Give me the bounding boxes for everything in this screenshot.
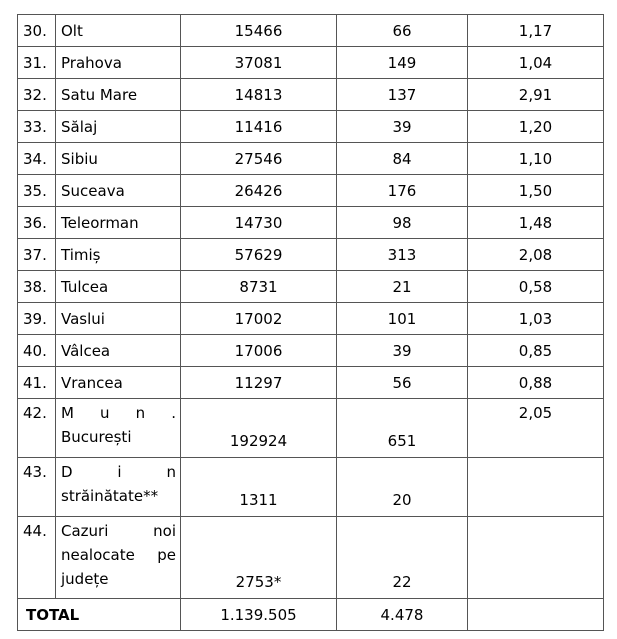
deaths-cell: 22 [337,517,468,599]
total-cases: 1.139.505 [181,599,337,631]
rate-cell: 1,03 [468,303,604,335]
county-statistics-table [17,14,604,631]
cases-cell: 192924 [181,399,337,458]
rate-cell: 1,50 [468,175,604,207]
county-name: Sibiu [56,143,181,175]
table-row [18,367,604,399]
rate-cell [468,458,604,517]
cases-cell: 17002 [181,303,337,335]
county-name [56,517,181,599]
cases-cell: 2753* [181,517,337,599]
cases-cell: 14813 [181,79,337,111]
rate-cell: 1,04 [468,47,604,79]
deaths-cell: 137 [337,79,468,111]
county-name: Satu Mare [56,79,181,111]
row-number: 31. [18,47,56,79]
row-number: 42. [18,399,56,458]
table-body [18,15,604,399]
cases-cell: 27546 [181,143,337,175]
cases-cell: 57629 [181,239,337,271]
county-name: Olt [56,15,181,47]
rate-cell: 1,48 [468,207,604,239]
rate-cell: 0,85 [468,335,604,367]
rate-cell: 2,08 [468,239,604,271]
rate-cell: 1,10 [468,143,604,175]
rate-cell: 2,05 [468,399,604,458]
row-number: 40. [18,335,56,367]
table-row [18,239,604,271]
cases-cell: 1311 [181,458,337,517]
row-number: 38. [18,271,56,303]
total-deaths: 4.478 [337,599,468,631]
row-number: 37. [18,239,56,271]
county-name: Vaslui [56,303,181,335]
table-row [18,335,604,367]
county-name-line1: D i n [61,463,176,481]
row-number: 35. [18,175,56,207]
total-row [18,599,604,631]
deaths-cell: 101 [337,303,468,335]
county-name: Vâlcea [56,335,181,367]
deaths-cell: 98 [337,207,468,239]
deaths-cell: 21 [337,271,468,303]
deaths-cell: 66 [337,15,468,47]
deaths-cell: 84 [337,143,468,175]
rate-cell: 1,17 [468,15,604,47]
deaths-cell: 651 [337,399,468,458]
row-number: 30. [18,15,56,47]
table-row [18,47,604,79]
row-number: 32. [18,79,56,111]
deaths-cell: 149 [337,47,468,79]
county-name: Vrancea [56,367,181,399]
cases-cell: 11297 [181,367,337,399]
county-name-line3: județe [61,570,109,588]
table-row-44 [18,517,604,599]
row-number: 36. [18,207,56,239]
table-row [18,303,604,335]
county-name: Teleorman [56,207,181,239]
county-name: Prahova [56,47,181,79]
total-rate [468,599,604,631]
row-number: 34. [18,143,56,175]
table-row [18,15,604,47]
county-name-line1: M u n . [61,404,176,422]
deaths-cell: 56 [337,367,468,399]
rate-cell: 0,58 [468,271,604,303]
county-name [56,399,181,458]
cases-cell: 8731 [181,271,337,303]
county-name: Sălaj [56,111,181,143]
table-row [18,207,604,239]
total-label: TOTAL [18,599,181,631]
county-name-line1: Cazuri noi [61,522,176,540]
table-row [18,143,604,175]
deaths-cell: 39 [337,111,468,143]
row-number: 39. [18,303,56,335]
cases-cell: 26426 [181,175,337,207]
table-row [18,111,604,143]
table-row [18,79,604,111]
rate-cell: 1,20 [468,111,604,143]
table-row-42 [18,399,604,458]
table-row [18,271,604,303]
cases-cell: 17006 [181,335,337,367]
deaths-cell: 39 [337,335,468,367]
county-name: Timiș [56,239,181,271]
cases-cell: 14730 [181,207,337,239]
rate-cell: 2,91 [468,79,604,111]
table-row [18,175,604,207]
table-body-special [18,399,604,631]
deaths-cell: 176 [337,175,468,207]
county-name: Tulcea [56,271,181,303]
county-name-line2: nealocate pe [61,546,176,564]
county-name-line2: București [61,428,132,446]
row-number: 44. [18,517,56,599]
row-number: 41. [18,367,56,399]
rate-cell: 0,88 [468,367,604,399]
cases-cell: 15466 [181,15,337,47]
row-number: 43. [18,458,56,517]
county-name: Suceava [56,175,181,207]
row-number: 33. [18,111,56,143]
rate-cell [468,517,604,599]
cases-cell: 37081 [181,47,337,79]
county-name-line2: străinătate** [61,487,159,505]
table-row-43 [18,458,604,517]
county-name [56,458,181,517]
deaths-cell: 313 [337,239,468,271]
cases-cell: 11416 [181,111,337,143]
deaths-cell: 20 [337,458,468,517]
